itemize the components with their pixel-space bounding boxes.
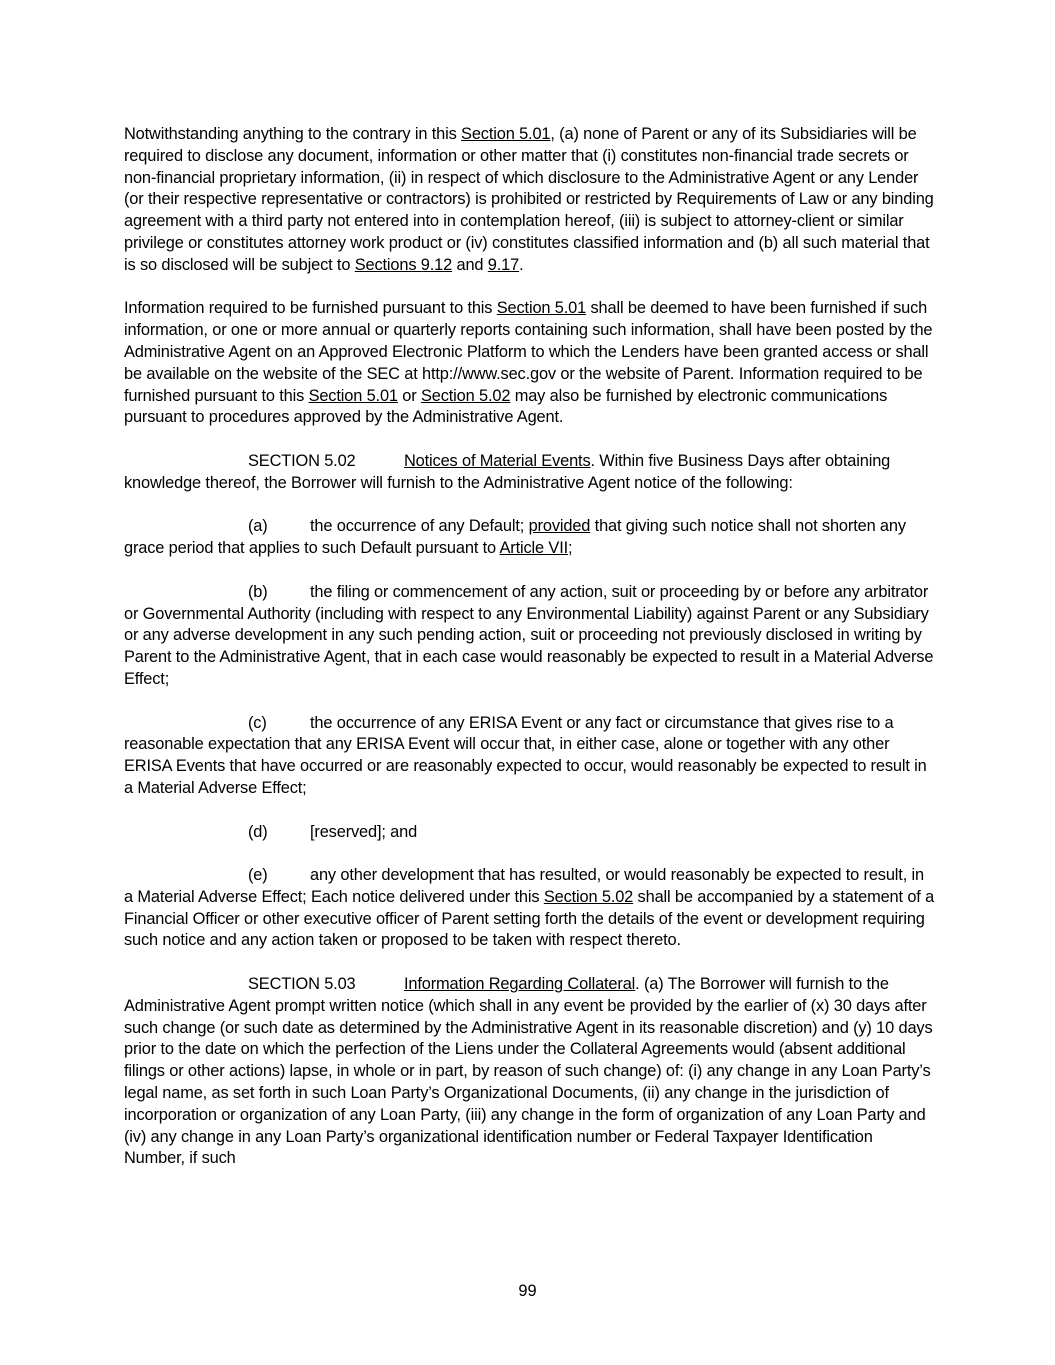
cross-reference: Section 5.02 [543,887,634,906]
list-item [124,516,936,560]
text: shall be deemed to have been furnished if such information, or one or more annual or quarterly reports containing such information, shall have been posted by the Administrative Agent on an Approved Electronic Platform to which the Lenders have been granted access or shall be available on the website of the SEC at http://www.sec.gov or the website of Parent. Information required to be furnished pursuant to this [124,299,933,405]
section-title: Information Regarding Collateral [404,975,636,994]
text: Information required to be furnished pursuant to this [124,299,497,318]
list-item [124,582,936,691]
cross-reference: Section 5.02 [420,386,511,405]
cross-reference: Section 5.01 [461,125,551,143]
list-item [124,822,936,844]
section-5-03 [124,974,936,1170]
page-number: 99 [518,1282,537,1300]
text: . Within five Business Days after obtaining knowledge thereof, the Borrower will furnish to the Administrative Agent notice of the following: [124,451,891,492]
item-label: (a) [248,517,268,536]
list-item [124,865,936,952]
document-page [124,124,936,1170]
text: any other development that has resulted, or would reasonably be expected to result, in a Material Adverse Effect; Each notice delivered under this [124,866,924,906]
text: that giving such notice shall not shorten any grace period that applies to such Default pursuant to [124,517,906,558]
cross-reference: Section 5.01 [308,386,398,405]
text: ; [568,539,573,558]
item-label: (c) [248,713,267,732]
text: shall be accompanied by a statement of a Financial Officer or other executive officer of Parent setting forth the details of the event or development requiring such notice and any action taken or proposed to be taken with respect thereto. [124,887,935,950]
cross-reference: Section 5.01 [496,299,587,318]
text: [reserved]; and [310,822,418,841]
item-label: (b) [248,582,268,601]
item-label: (e) [248,866,268,885]
section-5-02 [124,451,936,495]
section-number: SECTION 5.03 [248,975,356,994]
text: the occurrence of any ERISA Event or any fact or circumstance that gives rise to a reasonable expectation that any ERISA Event will occur that, in either case, alone or together with any other ERISA Events that have occurred or are reasonably expected to occur, would reasonably be expected to result in a Material Adverse Effect; [124,713,927,797]
item-label: (d) [248,822,268,841]
section-title: Notices of Material Events [404,451,591,470]
text: Notwithstanding anything to the contrary in this [124,125,462,143]
text: , (a) none of Parent or any of its Subsidiaries will be required to disclose any document, information or other matter that (i) constitutes non-financial trade secrets or non-financial proprietary information, (ii) in respect of which disclosure to the Administrative Agent or any Lender (or their respective representative or contractors) is prohibited or restricted by Requirements of Law or any binding agreement with a third party not entered into in contemplation hereof, (iii) is subject to attorney-client or similar privilege or constitutes attorney work product or (iv) constitutes classified information and (b) all such material that is so disclosed will be subject to [124,125,934,274]
text: and [452,255,488,274]
section-number: SECTION 5.02 [248,451,356,470]
text: . [519,255,524,274]
text: or [397,386,421,405]
cross-reference: provided [528,517,591,536]
cross-reference: Article VII [499,539,568,558]
text: may also be furnished by electronic communications pursuant to procedures approved by the Administrative Agent. [124,386,888,427]
list-item [124,713,936,800]
paragraph-confidentiality [124,124,936,277]
cross-reference: Sections 9.12 [354,255,453,274]
text: . (a) The Borrower will furnish to the Administrative Agent prompt written notice (which shall in any event be provided by the earlier of (x) 30 days after such change (or such date as determined by the Administrative Agent in its reasonable discretion) and (y) 10 days prior to the date on which the perfection of the Liens under the Collateral Agreements would (absent additional filings or other actions) lapse, in whole or in part, by reason of such change) of: (i) any change in any Loan Party’s legal name, as set forth in such Loan Party’s Organizational Documents, (ii) any change in the jurisdiction of incorporation or organization of any Loan Party, (iii) any change in the form of organization of any Loan Party and (iv) any change in any Loan Party’s organizational identification number or Federal Taxpayer Identification Number, if such [124,975,933,1168]
paragraph-electronic-delivery [124,298,936,429]
text: the filing or commencement of any action, suit or proceeding by or before any arbitrator or Governmental Authority (including with respect to any Environmental Liability) against Parent or any Subsidiary or any adverse development in any such pending action, suit or proceeding not previously disclosed in writing by Parent to the Administrative Agent, that in each case would reasonably be expected to result in a Material Adverse Effect; [124,582,934,688]
cross-reference: 9.17 [487,255,520,274]
text: the occurrence of any Default; [310,517,529,536]
